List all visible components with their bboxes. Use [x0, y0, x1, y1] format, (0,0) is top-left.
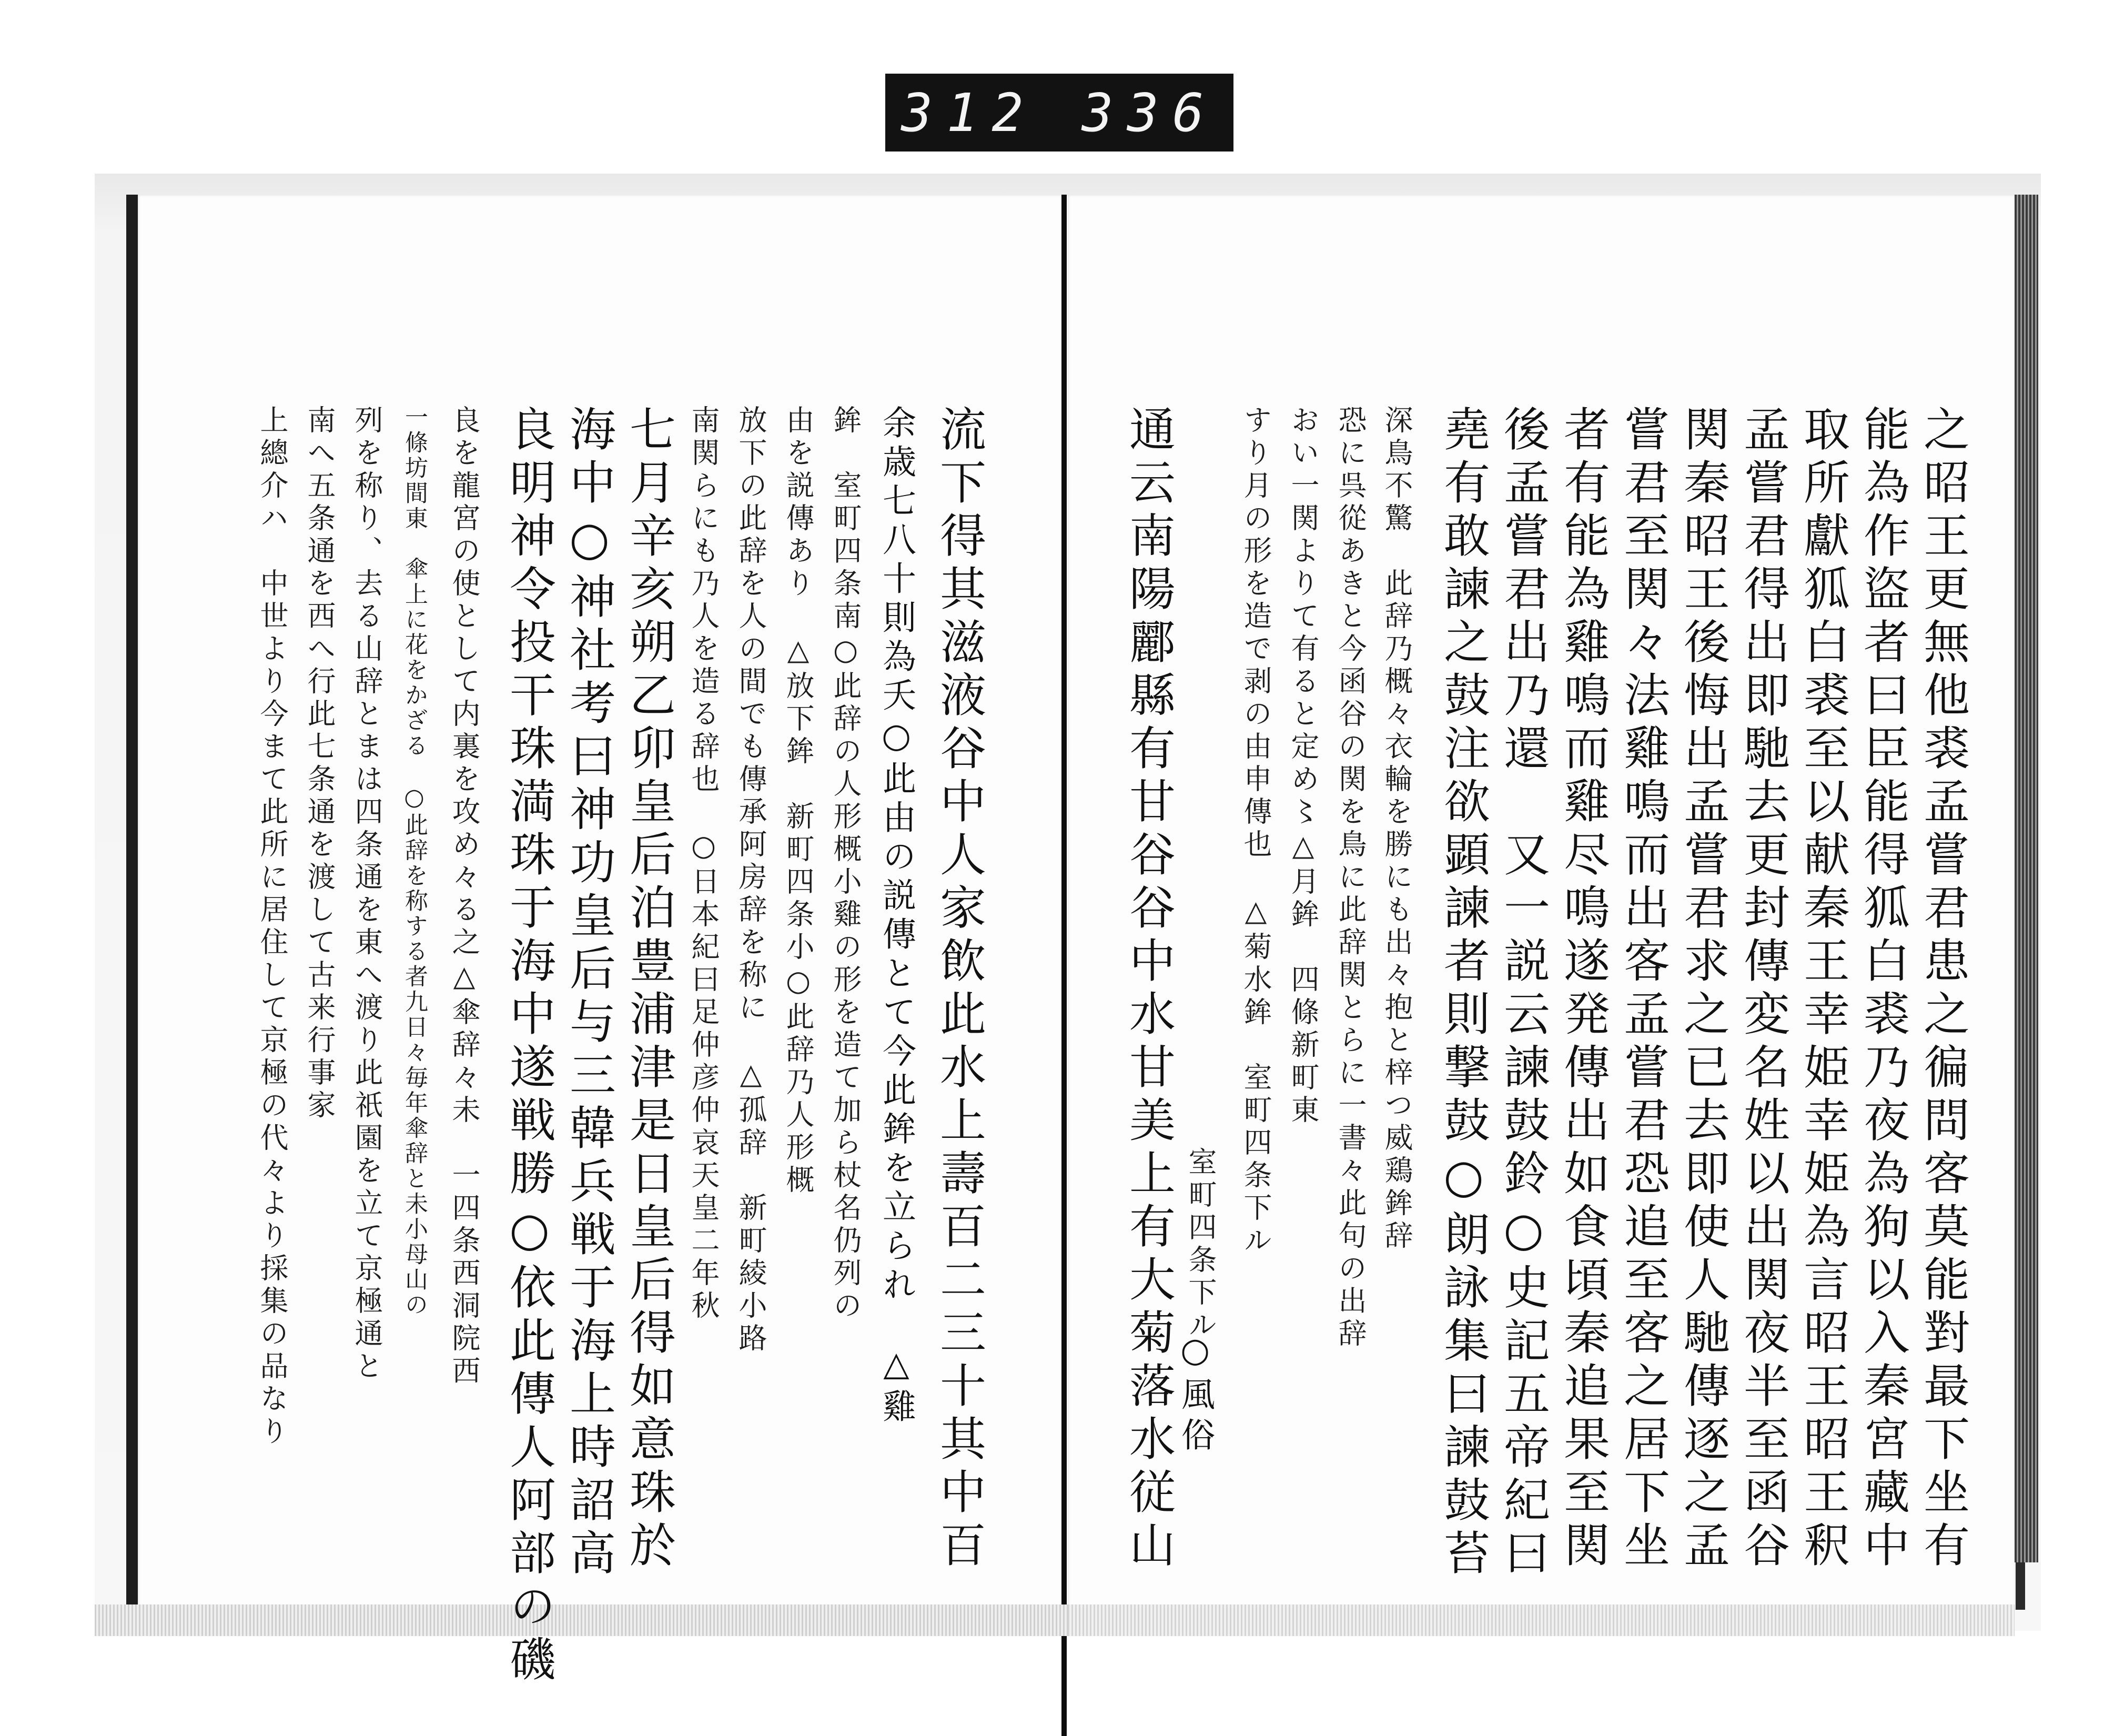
- text-column: おい一関よりて有ると定め〻△月鉾 四條新町東: [1287, 405, 1320, 1127]
- text-column: 上總介ハ 中世より今まて此所に居住して京極の代々より採集の品なり: [256, 405, 289, 1449]
- text-column: 後孟嘗君出乃還 又一説云諫鼓鈴○史記五帝紀曰: [1496, 405, 1551, 1582]
- text-column: 放下の此辞を人の間でも傳承阿房辞を称に △孤辞 新町綾小路: [734, 405, 767, 1356]
- text-column: 孟嘗君得出即馳去更封傳変名姓以出関夜半至函谷: [1736, 405, 1791, 1574]
- text-column: 良を龍宮の使として内裏を攻め々る之△傘辞々未 一四条西洞院西: [448, 405, 481, 1388]
- text-column: 取所獻狐白裘至以献秦王幸姫幸姫為言昭王昭王釈: [1796, 405, 1850, 1574]
- text-column: 流下得其滋液谷中人家飲此水上壽百二三十其中百: [933, 405, 987, 1574]
- right-spine: [2015, 195, 2038, 1562]
- text-column: 能為作盜者曰臣能得狐白裘乃夜為狗以入秦宮藏中: [1856, 405, 1910, 1574]
- text-column: 列を称り、去る山辞とまは四条通を東へ渡り此祇園を立て京極通と: [350, 405, 383, 1384]
- inline-note: 室町四条下ル: [1184, 1147, 1217, 1343]
- text-column: 南関らにも乃人を造る辞也 ○日本紀曰足仲彦仲哀天皇二年秋: [687, 405, 720, 1323]
- text-column: 七月辛亥朔乙卯皇后泊豊浦津是日皇后得如意珠於: [622, 405, 676, 1574]
- text-column: 良明神令投干珠満珠于海中遂戦勝○依此傳人阿部の磯: [502, 405, 557, 1688]
- text-column: 通云南陽酈縣有甘谷谷中水甘美上有大菊落水従山: [1122, 405, 1176, 1574]
- text-column: 余歳七八十則為夭○此由の説傳とて今此鉾を立られ △雞: [877, 405, 916, 1428]
- text-column: 一條坊間東 傘上に花をかざる ○此辞を称する者九日々毎年傘辞と未小母山の: [401, 405, 428, 1318]
- text-column: 海中○神社考曰神功皇后与三韓兵戦于海上時詔高: [562, 405, 616, 1582]
- text-column: 南へ五条通を西へ行此七条通を渡して古来行事家: [303, 405, 336, 1123]
- text-column: 嘗君至関々法雞鳴而出客孟嘗君恐追至客之居下坐: [1616, 405, 1671, 1574]
- text-column: 関秦昭王後悔出孟嘗君求之已去即使人馳傳逐之孟: [1676, 405, 1731, 1574]
- right-page-edge: [1068, 1604, 2015, 1636]
- frame-number-left: 312: [901, 82, 1037, 144]
- text-column: 堯有敢諫之鼓注欲顕諫者則撃鼓○朗詠集曰諫鼓苔: [1437, 405, 1491, 1582]
- text-column: 者有能為雞鳴而雞尽鳴遂発傳出如食頃秦追果至関: [1556, 405, 1611, 1574]
- text-column: 深鳥不驚 此辞乃概々衣輪を勝にも出々抱と梓つ威鶏鉾辞: [1380, 405, 1413, 1253]
- left-page-edge: [95, 1604, 1073, 1636]
- text-column: すり月の形を造で剥の由申傳也 △菊水鉾 室町四条下ル: [1239, 405, 1272, 1258]
- book-gutter: [1061, 195, 1067, 1736]
- inline-note: ○風俗: [1176, 1331, 1215, 1458]
- frame-number-plate: [885, 74, 1233, 152]
- text-column: 鉾 室町四条南○此辞の人形概小雞の形を造て加ら杖名仍列の: [829, 405, 862, 1323]
- text-column: 恐に呉從あきと今函谷の関を鳥に此辞関とらに一書々此句の出辞: [1334, 405, 1367, 1351]
- text-column: 由を説傳あり △放下鉾 新町四条小○此辞乃人形概: [782, 405, 815, 1197]
- frame-number-right: 336: [1081, 82, 1218, 144]
- text-column: 之昭王更無他裘孟嘗君患之徧問客莫能對最下坐有: [1916, 405, 1970, 1574]
